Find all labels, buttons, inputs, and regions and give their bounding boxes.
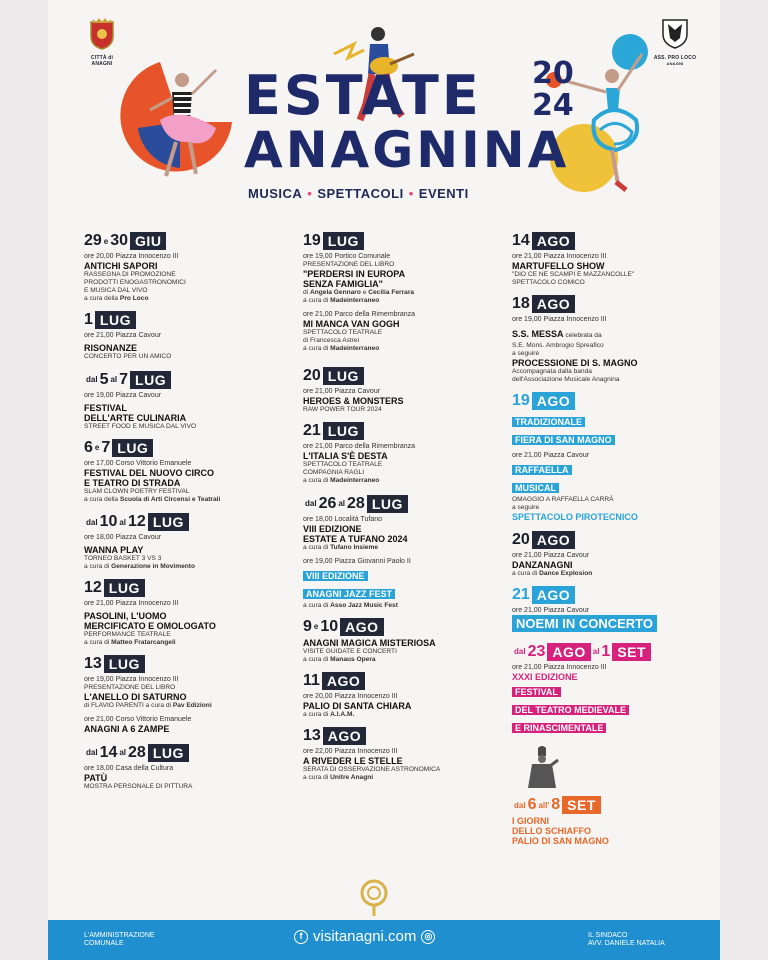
event-13-ago bbox=[303, 727, 508, 782]
footer-left-line1: L'AMMINISTRAZIONE bbox=[84, 932, 155, 939]
event-desc: SERATA DI OSSERVAZIONE ASTRONOMICA bbox=[303, 765, 441, 773]
event-desc: VISITE GUIDATE E CONCERTI bbox=[303, 647, 397, 655]
event-title: ANTICHI SAPORI bbox=[84, 261, 158, 271]
city-logo-text: CITTÀ di ANAGNI bbox=[90, 55, 114, 67]
event-title: PASOLINI, L'UOMO bbox=[84, 611, 167, 621]
footer-mayor bbox=[588, 932, 665, 948]
event-title: PALIO DI SAN MAGNO bbox=[512, 836, 609, 846]
event-date: dal 14 al 28 LUG bbox=[84, 744, 189, 762]
event-title: L'ANELLO DI SATURNO bbox=[84, 692, 187, 702]
event-21-lug bbox=[303, 422, 508, 485]
footer-website[interactable] bbox=[294, 928, 435, 945]
event-18-ago bbox=[512, 295, 712, 384]
event-desc: CONCERTO PER UN AMICO bbox=[84, 353, 172, 360]
event-meta: ore 21,00 Parco della Rimembranza bbox=[303, 311, 416, 318]
event-14-ago bbox=[512, 232, 712, 287]
event-credit: di Francesca Astrei bbox=[303, 337, 360, 344]
title-line2-text: ANAGNINA bbox=[244, 121, 570, 179]
header bbox=[48, 0, 720, 230]
event-date: 9 e 10 AGO bbox=[303, 618, 384, 636]
event-title: DELL'ARTE CULINARIA bbox=[84, 412, 187, 423]
event-date: 21 AGO bbox=[512, 586, 575, 604]
event-credit: a cura di Dance Explosion bbox=[512, 570, 593, 577]
proloco-logo-line1: ASS. PRO LOCO bbox=[653, 55, 697, 61]
event-date: 19 AGO bbox=[512, 392, 575, 410]
event-credit: a cura di Unitre Anagni bbox=[303, 773, 374, 781]
event-date: 19 LUG bbox=[303, 232, 364, 250]
event-highlight: DEL TEATRO MEDIEVALE bbox=[512, 705, 629, 715]
event-19-ago bbox=[512, 392, 712, 523]
event-date: 1 LUG bbox=[84, 311, 136, 329]
event-credit: a cura di A.I.A.M. bbox=[303, 710, 355, 718]
column-3 bbox=[512, 232, 712, 854]
tag-musica: MUSICA bbox=[248, 186, 303, 201]
event-date: 14 AGO bbox=[512, 232, 575, 250]
event-desc: PRODOTTI ENOGASTRONOMICI bbox=[84, 279, 186, 286]
event-9-10-ago bbox=[303, 618, 508, 664]
event-highlight: ANAGNI JAZZ FEST bbox=[303, 589, 395, 599]
event-date: dal 23 AGO al 1 SET bbox=[512, 643, 651, 661]
footer-administration bbox=[84, 932, 155, 948]
event-title: A RIVEDER LE STELLE bbox=[303, 755, 403, 766]
title-line1-text: ESTATE bbox=[244, 64, 482, 127]
event-meta: ore 21,00 Piazza Cavour bbox=[303, 388, 381, 395]
event-credit: Accompagnata dalla banda bbox=[512, 368, 592, 375]
event-credit: di Angela Gennaro e Cecilia Ferrara bbox=[303, 289, 415, 296]
year-top: 20 bbox=[532, 56, 574, 91]
event-credit: a seguire bbox=[512, 504, 540, 511]
event-meta: ore 18,00 Piazza Cavour bbox=[84, 534, 162, 541]
event-title: MERCIFICATO E OMOLOGATO bbox=[84, 621, 216, 631]
event-meta: ore 21,00 Piazza Cavour bbox=[512, 607, 590, 614]
facebook-icon[interactable]: f bbox=[294, 930, 308, 944]
event-highlight: VIII EDIZIONE bbox=[303, 571, 368, 581]
event-title: ESTATE A TUFANO 2024 bbox=[303, 533, 408, 544]
event-meta: ore 20,00 Piazza Innocenzo III bbox=[84, 253, 179, 260]
dancer-woman-illustration bbox=[120, 58, 240, 188]
event-desc: SPETTACOLO TEATRALE bbox=[303, 329, 383, 336]
event-21-ago bbox=[512, 586, 712, 633]
event-desc: SPETTACOLO COMICO bbox=[512, 279, 585, 286]
footer-right-line2: AVV. DANIELE NATALIA bbox=[588, 940, 665, 947]
event-14-28-lug bbox=[84, 742, 289, 791]
event-29-30-giu bbox=[84, 232, 289, 303]
event-title: I GIORNI bbox=[512, 816, 550, 826]
event-desc: RAW POWER TOUR 2024 bbox=[303, 406, 382, 413]
event-credit: a cura di Tufano Insieme bbox=[303, 543, 378, 551]
event-desc: "DIO CE NE SCAMPI E MAZZANCOLLE" bbox=[512, 271, 635, 278]
footer-right-line1: IL SINDACO bbox=[588, 932, 628, 939]
event-desc: COMPAGNIA RAGLI bbox=[303, 469, 365, 476]
event-meta: ore 20,00 Piazza Innocenzo III bbox=[303, 692, 398, 700]
event-highlight: NOEMI IN CONCERTO bbox=[512, 615, 657, 632]
event-date: 21 LUG bbox=[303, 422, 364, 440]
emblem-icon bbox=[356, 878, 392, 918]
event-meta: ore 21,00 Piazza Cavour bbox=[512, 552, 590, 559]
event-26-28-lug bbox=[303, 493, 508, 610]
event-meta: ore 19,00 Piazza Cavour bbox=[84, 391, 162, 399]
event-highlight: TRADIZIONALE bbox=[512, 417, 585, 427]
instagram-icon[interactable]: ◎ bbox=[421, 930, 435, 944]
event-date: 29 e 30 GIU bbox=[84, 232, 166, 250]
event-title: VIII EDIZIONE bbox=[303, 523, 362, 534]
event-meta: ore 18,00 Casa della Cultura bbox=[84, 764, 174, 772]
event-date: 11 AGO bbox=[303, 672, 365, 690]
event-5-7-lug bbox=[84, 369, 289, 431]
city-crest-icon bbox=[87, 16, 117, 50]
event-date: 20 LUG bbox=[303, 367, 364, 385]
event-title: WANNA PLAY bbox=[84, 545, 144, 555]
event-highlight: RAFFAELLA bbox=[512, 465, 572, 475]
event-desc: RASSEGNA DI PROMOZIONE bbox=[84, 271, 176, 278]
event-date: dal 26 al 28 LUG bbox=[303, 495, 408, 513]
event-credit: a cura di Generazione in Movimento bbox=[84, 563, 196, 570]
event-date: 18 AGO bbox=[512, 295, 575, 313]
event-desc: E MUSICA DAL VIVO bbox=[84, 287, 148, 294]
proloco-logo-line2: ANAGNI bbox=[666, 61, 684, 66]
event-12-lug bbox=[84, 579, 289, 647]
event-highlight: FIERA DI SAN MAGNO bbox=[512, 435, 615, 445]
event-20-lug bbox=[303, 367, 508, 414]
poster bbox=[48, 0, 720, 960]
event-highlight: E RINASCIMENTALE bbox=[512, 723, 606, 733]
website-link[interactable]: visitanagni.com bbox=[313, 928, 417, 945]
event-credit: di FLAVIO PARENTI a cura di Pav Edizioni bbox=[84, 702, 212, 709]
event-1-lug bbox=[84, 311, 289, 361]
event-title: L'ITALIA S'È DESTA bbox=[303, 451, 388, 461]
event-meta: ore 21,00 Corso Vittorio Emanuele bbox=[84, 716, 192, 723]
event-meta: ore 17,00 Corso Vittorio Emanuele bbox=[84, 459, 192, 467]
tag-spettacoli: SPETTACOLI bbox=[317, 186, 404, 201]
event-date: 6 e 7 LUG bbox=[84, 439, 153, 457]
event-meta: ore 19,00 Piazza Innocenzo III bbox=[512, 316, 607, 323]
event-title: PALIO DI SANTA CHIARA bbox=[303, 700, 412, 711]
event-desc: MOSTRA PERSONALE DI PITTURA bbox=[84, 782, 193, 790]
event-title: FESTIVAL DEL NUOVO CIRCO bbox=[84, 467, 215, 478]
event-meta: ore 21,00 Piazza Cavour bbox=[512, 452, 590, 459]
event-title: DANZANAGNI bbox=[512, 560, 573, 570]
event-desc: SPETTACOLO TEATRALE bbox=[303, 461, 383, 468]
event-desc: STREET FOOD E MUSICA DAL VIVO bbox=[84, 422, 197, 430]
event-credit: a cura della Pro Loco bbox=[84, 295, 149, 302]
event-title: HEROES & MONSTERS bbox=[303, 396, 404, 406]
event-credit: a seguire bbox=[512, 350, 540, 357]
event-credit: a cura della Scuola di Arti Circensi e Teatrali bbox=[84, 495, 221, 503]
event-credit: a cura di Manaus Opera bbox=[303, 655, 376, 663]
event-title: SPETTACOLO PIROTECNICO bbox=[512, 512, 638, 522]
event-6-8-set bbox=[512, 795, 712, 847]
title-line1 bbox=[244, 64, 482, 127]
event-meta: ore 21,00 Piazza Cavour bbox=[84, 332, 162, 339]
event-title: S.S. MESSA bbox=[512, 329, 564, 339]
event-date: dal 10 al 12 LUG bbox=[84, 513, 189, 531]
event-credit: celebrata da bbox=[563, 332, 602, 339]
event-date: dal 6 all' 8 SET bbox=[512, 796, 601, 814]
event-meta: ore 18,00 Località Tufano bbox=[303, 515, 383, 523]
year-bottom: 24 bbox=[532, 88, 574, 123]
event-meta: ore 21,00 Piazza Innocenzo III bbox=[512, 663, 607, 671]
event-highlight: FESTIVAL bbox=[512, 687, 561, 697]
event-title: DELLO SCHIAFFO bbox=[512, 826, 591, 836]
event-credit: a cura di Madeinterraneo bbox=[303, 297, 380, 304]
event-title: MARTUFELLO SHOW bbox=[512, 261, 605, 271]
event-6-7-lug bbox=[84, 439, 289, 504]
event-date: 12 LUG bbox=[84, 579, 145, 597]
event-11-ago bbox=[303, 672, 508, 719]
event-title: PATÙ bbox=[84, 772, 108, 783]
event-title: PROCESSIONE DI S. MAGNO bbox=[512, 358, 638, 368]
event-meta: ore 21,00 Piazza Innocenzo III bbox=[84, 600, 179, 607]
column-1 bbox=[84, 232, 289, 799]
event-credit: S.E. Mons. Ambrogio Spreafico bbox=[512, 342, 604, 349]
event-meta: ore 21,00 Parco della Rimembranza bbox=[303, 443, 416, 450]
event-title: RISONANZE bbox=[84, 343, 138, 353]
title-year bbox=[532, 58, 572, 122]
event-desc: PERFORMANCE TEATRALE bbox=[84, 631, 171, 638]
event-title: E TEATRO DI STRADA bbox=[84, 477, 181, 488]
event-date: 13 LUG bbox=[84, 655, 145, 673]
column-2 bbox=[303, 232, 508, 790]
event-meta: ore 21,00 Piazza Innocenzo III bbox=[512, 253, 607, 260]
event-credit: a cura di Asso Jazz Music Fest bbox=[303, 601, 398, 609]
event-meta: ore 19,00 Piazza Giovanni Paolo II bbox=[303, 557, 411, 565]
pope-statue-illustration bbox=[522, 744, 562, 790]
event-date: 20 AGO bbox=[512, 531, 575, 549]
footer bbox=[48, 920, 720, 960]
event-20-ago bbox=[512, 531, 712, 578]
event-desc: SLAM CLOWN POETRY FESTIVAL bbox=[84, 487, 190, 495]
event-desc: PRESENTAZIONE DEL LIBRO bbox=[84, 684, 176, 691]
event-19-lug bbox=[303, 232, 508, 353]
event-title: MI MANCA VAN GOGH bbox=[303, 319, 400, 329]
event-desc: OMAGGIO A RAFFAELLA CARRÀ bbox=[512, 496, 614, 503]
city-logo bbox=[80, 16, 124, 67]
event-credit: a cura di Madeinterraneo bbox=[303, 477, 380, 484]
event-highlight: MUSICAL bbox=[512, 483, 559, 493]
subtitle: MUSICA • SPETTACOLI • EVENTI bbox=[248, 186, 469, 201]
event-meta: ore 19,00 Portico Comunale bbox=[303, 253, 391, 260]
event-title: FESTIVAL bbox=[84, 402, 127, 413]
title-line2 bbox=[244, 121, 570, 179]
event-title: "PERDERSI IN EUROPA bbox=[303, 269, 406, 279]
event-meta: ore 19,00 Piazza Innocenzo III bbox=[84, 676, 179, 683]
event-credit: a cura di Madeinterraneo bbox=[303, 345, 380, 352]
event-credit: a cura di Matteo Fratarcangeli bbox=[84, 639, 176, 646]
event-title: ANAGNI MAGICA MISTERIOSA bbox=[303, 637, 436, 648]
event-desc: TORNEO BASKET 3 VS 3 bbox=[84, 555, 162, 562]
event-meta: ore 22,00 Piazza Innocenzo III bbox=[303, 747, 398, 755]
event-credit: dell'Associazione Musicale Anagnina bbox=[512, 376, 620, 383]
event-date: dal 5 al 7 LUG bbox=[84, 371, 171, 389]
event-title: ANAGNI A 6 ZAMPE bbox=[84, 724, 170, 734]
event-23-ago-1-set bbox=[512, 641, 712, 736]
event-date: 13 AGO bbox=[303, 727, 366, 745]
event-title: XXXI EDIZIONE bbox=[512, 671, 578, 682]
event-title: SENZA FAMIGLIA" bbox=[303, 279, 383, 289]
event-10-12-lug bbox=[84, 512, 289, 572]
event-13-lug bbox=[84, 655, 289, 734]
footer-left-line2: COMUNALE bbox=[84, 940, 124, 947]
event-desc: PRESENTAZIONE DEL LIBRO bbox=[303, 261, 395, 268]
tag-eventi: EVENTI bbox=[418, 186, 469, 201]
